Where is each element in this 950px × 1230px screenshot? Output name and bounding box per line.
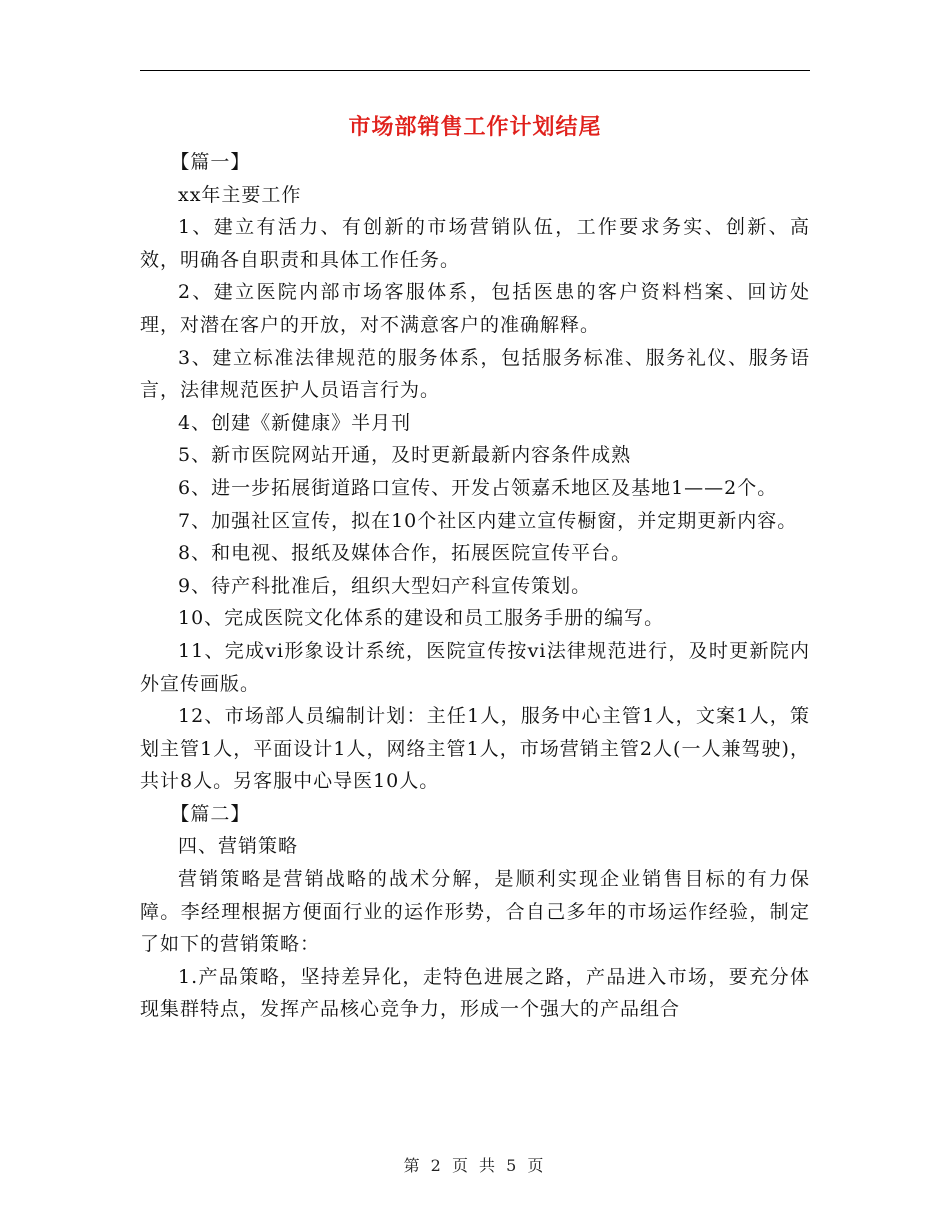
paragraph: 5、新市医院网站开通，及时更新最新内容条件成熟: [178, 444, 632, 467]
paragraph: 1、建立有活力、有创新的市场营销队伍，工作要求务实、创新、高效，明确各自职责和具体工作任务。: [140, 216, 810, 271]
section-heading: 【篇二】: [170, 802, 251, 825]
paragraph: 四、营销策略: [178, 835, 299, 858]
paragraph: xx年主要工作: [178, 183, 302, 206]
section-heading: 【篇一】: [170, 151, 251, 173]
header-rule: [140, 70, 810, 71]
paragraph: 8、和电视、报纸及媒体合作，拓展医院宣传平台。: [178, 542, 632, 565]
paragraph: 10、完成医院文化体系的建设和员工服务手册的编写。: [178, 607, 665, 630]
paragraph: 6、进一步拓展街道路口宣传、开发占领嘉禾地区及基地1——2个。: [178, 476, 778, 499]
paragraph: 1.产品策略，坚持差异化，走特色进展之路，产品进入市场，要充分体现集群特点，发挥产品核心竞争力，形成一个强大的产品组合: [140, 965, 810, 1021]
paragraph: 2、建立医院内部市场客服体系，包括医患的客户资料档案、回访处理，对潜在客户的开放，对不满意客户的准确解释。: [140, 281, 810, 336]
page-footer: 第 2 页 共 5 页: [403, 1156, 547, 1175]
paragraph: 营销策略是营销战略的战术分解，是顺利实现企业销售目标的有力保障。李经理根据方便面行业的运作形势，合自己多年的市场运作经验，制定了如下的营销策略：: [140, 868, 810, 956]
paragraph: 3、建立标准法律规范的服务体系，包括服务标准、服务礼仪、服务语言，法律规范医护人员语言行为。: [140, 346, 810, 402]
paragraph: 11、完成vi形象设计系统，医院宣传按vi法律规范进行，及时更新院内外宣传画版。: [140, 639, 810, 695]
document-title: 市场部销售工作计划结尾: [348, 114, 602, 140]
paragraph: 7、加强社区宣传，拟在10个社区内建立宣传橱窗，并定期更新内容。: [178, 509, 798, 532]
paragraph: 9、待产科批准后，组织大型妇产科宣传策划。: [178, 574, 592, 597]
document-body: [140, 146, 810, 1026]
paragraph: 4、创建《新健康》半月刊: [178, 411, 412, 434]
paragraph: 12、市场部人员编制计划：主任1人，服务中心主管1人，文案1人，策划主管1人，平面设计1人，网络主管1人，市场营销主管2人(一人兼驾驶)，共计8人。另客服中心导医10人。: [140, 705, 810, 793]
